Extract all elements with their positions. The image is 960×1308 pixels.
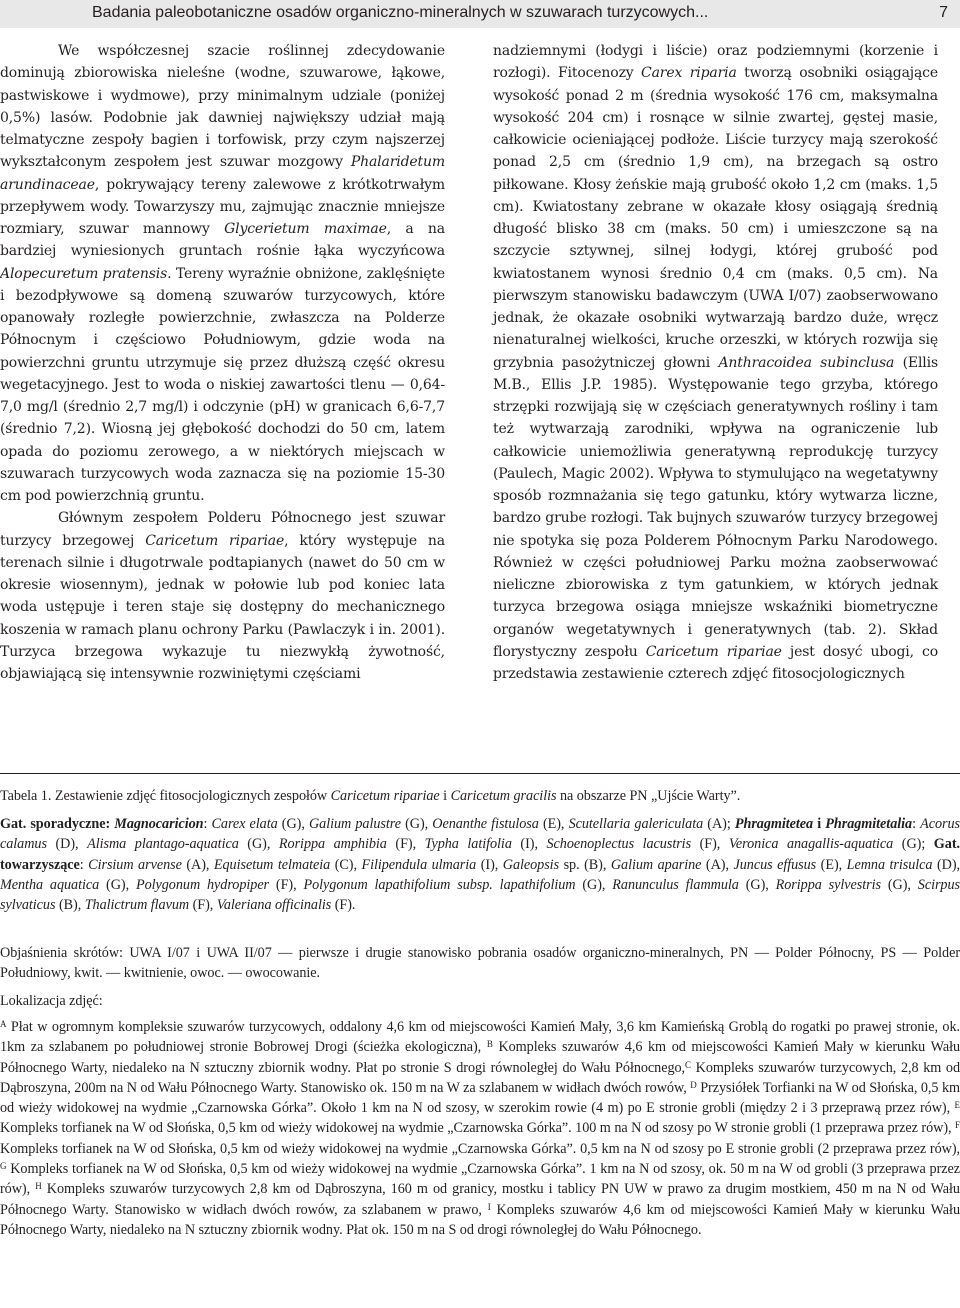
italic-text-run: Glycerietum maximae <box>224 221 387 237</box>
bold-text-run: i <box>813 816 826 832</box>
left-column <box>0 40 445 685</box>
text-run: (A); <box>703 816 735 832</box>
text-run: Kompleks szuwarów 4,6 km od miejscowości Kamień Mały w kierunku Wału Północnego Warty, niedaleko na N sztuczny zbiornik wodny. Płat ok. 150 m na S od drogi równoległej do Wału Północnego. <box>0 1201 960 1238</box>
text-run: Kompleks szuwarów turzycowych 2,8 km od Dąbroszyna, 160 m od granicy, mostku i tablicy PN UW w prawo za drugim mostkiem, 450 m na N od Wału Północnego Warty. Stanowisko w widłach dwóch rowów, za szlabanem w prawo, <box>0 1181 960 1218</box>
abbreviations-text <box>0 943 960 984</box>
italic-text-run: Alopecuretum pratensis <box>0 265 168 282</box>
text-run: Głównym zespołem Polderu Północnego jest szuwar turzycy brzegowej <box>0 510 445 549</box>
italic-text-run: Oenanthe fistulosa <box>432 816 539 832</box>
text-run: nadziemnymi (łodygi i liście) oraz podziemnymi (korzenie i rozłogi). Fitocenozy <box>493 43 938 82</box>
location-marker: A <box>0 1019 7 1029</box>
italic-text-run: Polygonum lapathifolium <box>303 876 451 893</box>
text-run: (F). <box>331 897 356 914</box>
italic-text-run: Veronica anagallis-aquatica <box>728 836 894 853</box>
bold-text-run: Gat. sporadyczne: <box>0 816 115 832</box>
text-run: : <box>912 816 921 832</box>
italic-text-run: Ranunculus flammula <box>612 876 739 893</box>
text-run: (G), <box>738 876 776 893</box>
italic-text-run: Galium palustre <box>308 816 401 832</box>
text-run: (A), <box>701 856 734 873</box>
location-heading <box>0 991 960 1011</box>
text-run: Tabela 1. Zestawienie zdjęć fitosocjologicznych zespołów <box>0 788 331 804</box>
text-run: . Tereny wyraźnie obniżone, zaklęśnięte i bezodpływowe są domeną szuwarów turzycowych, które opanowały rozległe powierzchnie, zwłaszcza na Polderze Północnym i częściowo Południowym, gdzie woda na powierzchni gruntu utrzymuje się przez dłuższą część okresu wegetacyjnego. Jest to woda o niskiej zawartości tlenu — 0,64-7,0 mg/l (średnio 2,7 mg/l) i odczynie (pH) w granicach 6,6-7,7 (średnio 7,2). Wiosną jej głębokość dochodzi do 50 cm, latem opada do poziomu zerowego, a w niektórych miejscach w szuwarach turzycowych woda zaznacza się na poziomie 15-30 cm pod powierzchnią gruntu. <box>0 265 445 504</box>
italic-text-run: Thalictrum flavum <box>84 897 190 914</box>
text-run: (B), <box>55 897 85 914</box>
italic-text-run: Rorippa amphibia <box>278 836 387 853</box>
location-marker: F <box>955 1120 960 1131</box>
location-marker: B <box>486 1039 493 1050</box>
italic-text-run: Scutellaria galericulata <box>568 816 704 832</box>
italic-text-run: Magnocaricion <box>114 816 204 832</box>
locations-note <box>0 1017 960 1240</box>
text-run: , pokrywający tereny zalewowe z krótkotrwałym przepływem wody. Towarzyszy mu, zajmując znacznie mniejsze rozmiary, szuwar mannowy <box>0 176 445 237</box>
text-run: Kompleks torfianek na W od Słońska, 0,5 km od wieży widokowej na wydmie „Czarnowska Górka”. 0,5 km na N od szosy po E stronie grobli (2 przeprawa przez rów), <box>0 1140 960 1157</box>
italic-text-run: Cirsium arvense <box>88 856 182 873</box>
locations-text <box>0 1017 960 1240</box>
text-run: : <box>79 856 89 873</box>
text-run: (A), <box>181 856 214 873</box>
sporadic-species-note <box>0 814 960 915</box>
italic-text-run: Carex elata <box>211 816 278 832</box>
text-run: (I), <box>511 836 547 853</box>
abbreviations-note <box>0 943 960 984</box>
italic-text-run: Polygonum hydropiper <box>135 876 270 893</box>
text-run: We współczesnej szacie roślinnej zdecydowanie dominują zbiorowiska nieleśne (wodne, szuwarowe, łąkowe, pastwiskowe i wydmowe), przy minimalnym udziale (poniżej 0,5%) lasów. Podobnie jak dawniej największy udział mają telmatyczne zespoły bagien i torfowisk, przy czym najszerzej wykształconym zespołem jest szuwar mozgowy <box>0 43 445 171</box>
italic-text-run: lapathifolium <box>499 876 576 893</box>
text-run: Objaśnienia skrótów: UWA I/07 i UWA II/07 — pierwsze i drugie stanowisko pobrania osadów organiczno-mineralnych, PN — Polder Północny, PS — Polder Południowy, kwit. — kwitnienie, owoc. — owocowanie. <box>0 945 960 982</box>
text-run: Kompleks szuwarów 4,6 km od miejscowości Kamień Mały w kierunku Wału Północnego Warty, niedaleko na N sztuczny zbiornik wodny. Płat po stronie S drogi równoległej do Wału Północnego, <box>0 1039 960 1076</box>
right-column <box>493 40 938 685</box>
text-run: (G), <box>99 876 136 893</box>
table-caption <box>0 786 960 806</box>
italic-text-run: Phalaridetum arundinaceae <box>0 154 445 193</box>
text-run: (F), <box>269 876 304 893</box>
italic-text-run: Caricetum ripariae <box>330 788 440 804</box>
text-run: (G), <box>400 816 433 832</box>
text-run: , a na bardziej wyniesionych gruntach rośnie łąka wyczyńcowa <box>0 221 445 260</box>
page-number: 7 <box>939 4 948 21</box>
italic-text-run: Alisma plantago-aquatica <box>87 836 239 853</box>
italic-text-run: Galium aparine <box>610 856 702 873</box>
italic-text-run: Equisetum telmateia <box>213 856 331 873</box>
location-marker: C <box>685 1059 691 1070</box>
text-run: (G), <box>575 876 613 893</box>
text-run: , który występuje na terenach silnie i długotrwale podtapianych (nawet do 50 cm w okresie wiosennym), jednak w połowie lub pod koniec lata woda ustępuje i teren staje się dostępny do mechanicznego koszenia w ramach planu ochrony Parku (Pawlaczyk i in. 2001). Turzyca brzegowa wykazuje tu niezwykłą żywotność, objawiającą się intensywnie rozwiniętymi częściami <box>0 532 445 682</box>
body-paragraph <box>0 507 445 685</box>
text-run: sp. (B), <box>559 856 611 873</box>
table-caption-text <box>0 786 960 806</box>
italic-text-run: Phragmitetea <box>734 816 814 832</box>
text-run: (G), <box>277 816 309 832</box>
text-run: Kompleks szuwarów turzycowych, 2,8 km od Dąbroszyna, 200m na N od Wału Północnego Warty. Stanowisko ok. 150 m na W za szlabanem w widłach dwóch rowów, <box>0 1059 960 1096</box>
running-header <box>0 0 960 28</box>
italic-text-run: Scirpus sylvaticus <box>0 876 960 914</box>
text-run: (F), <box>691 836 729 853</box>
location-marker: G <box>0 1161 7 1172</box>
text-run: (I), <box>476 856 503 873</box>
text-run: Przysiółek Torfianki na W od Słońska, 0,5 km od wieży widokowej na wydmie „Czarnowska Górka”. Około 1 km na N od szosy, w szerokim rowie (4 m) po E stronie grobli (między 2 i 3 przeprawą przez rów), <box>0 1079 960 1117</box>
italic-text-run: Galeopsis <box>502 856 560 873</box>
italic-text-run: Filipendula ulmaria <box>361 856 477 873</box>
italic-text-run: Anthracoidea subinclusa <box>718 354 895 371</box>
text-run: (F), <box>189 897 217 914</box>
location-heading-text <box>0 991 960 1011</box>
italic-text-run: Acorus calamus <box>0 816 960 853</box>
text-run: (D), <box>932 856 960 873</box>
text-run: (G), <box>880 876 918 893</box>
text-run: tworzą osobniki osiągające wysokość ponad 2 m (średnia wysokość 176 cm, maksymalna wysokość 204 cm) i rosnące w silnie zwartej, gęstej masie, całkowicie ocieniającej podłoże. Liście turzycy mają szerokość ponad 2,5 cm (średnio 1,9 cm), na brzegach są ostro piłkowane. Kłosy żeńskie mają grubość około 1,2 cm (maks. 1,5 cm). Kwiatostany zebrane w okazałe kłosy osiągają średnią długość blisko 38 cm (maks. 50 cm) i umieszczone są na szczycie sztywnej, silnej łodygi, której grubość pod kwiatostanem wynosi średnio 0,4 cm (maks. 0,5 cm). Na pierwszym stanowisku badawczym (UWA I/07) zaobserwowano jednak, że okazałe osobniki wytwarzają bardzo duże, wręcz nienaturalnej wielkości, kruche orzeszki, w których rozwija się grzybnia pasożytniczej głowni <box>493 65 938 371</box>
text-run: (E), <box>538 816 569 832</box>
text-run: (G); <box>893 836 934 853</box>
italic-text-run: Schoenoplectus lacustris <box>546 836 692 853</box>
italic-text-run: Typha latifolia <box>424 836 512 853</box>
running-title: Badania paleobotaniczne osadów organiczno-mineralnych w szuwarach turzycowych... <box>92 4 709 21</box>
italic-text-run: Caricetum ripariae <box>145 532 285 549</box>
italic-text-run: Juncus effusus <box>733 856 817 873</box>
text-run: i <box>439 788 451 804</box>
location-marker: E <box>954 1100 960 1111</box>
text-run: jest dosyć ubogi, co przedstawia zestawienie czterech zdjęć fitosocjologicznych <box>493 643 938 682</box>
text-run: Kompleks torfianek na W od Słońska, 0,5 km od wieży widokowej na wydmie „Czarnowska Górka”. 1 km na N od szosy, ok. 50 m na W od grobli (3 przeprawa przez rów), <box>0 1161 960 1198</box>
body-paragraph <box>0 40 445 507</box>
text-run: Lokalizacja zdjęć: <box>0 993 103 1009</box>
text-run: Kompleks torfianek na W od Słońska, 0,5 km od wieży widokowej na wydmie „Czarnowska Górka”. 100 m na N od szosy po W stronie grobli (1 przeprawa przez rów), <box>0 1120 956 1137</box>
location-marker: I <box>487 1201 491 1212</box>
text-run: (F), <box>386 836 425 853</box>
italic-text-run: Caricetum gracilis <box>450 788 557 804</box>
text-run: (Ellis M.B., Ellis J.P. 1985). Występowanie tego grzyba, którego strzępki rozwijają się w częściach generatywnych rośliny i tam też wytwarzają zarodniki, wpływa na ograniczenie lub całkowicie uniemożliwia generatywną reprodukcję turzycy (Paulech, Magic 2002). Wpływa to stymulująco na wegetatywny sposób rozmnażania się tego gatunku, który wytwarza liczne, bardzo grube rozłogi. Tak bujnych szuwarów turzycy brzegowej nie spotyka się poza Polderem Północnym Parku Narodowego. Również w części południowej Parku można zaobserwować nieliczne zbiorowiska z tym gatunkiem, w których jednak turzyca brzegowa osiąga mniejsze wskaźniki biometryczne organów wegetatywnych i generatywnych (tab. 2). Skład florystyczny zespołu <box>493 354 938 660</box>
italic-text-run: subsp. <box>457 876 493 893</box>
text-run: (D), <box>46 836 88 853</box>
text-run: na obszarze PN „Ujście Warty”. <box>556 788 741 804</box>
sporadic-species-text <box>0 814 960 915</box>
text-run: Płat w ogromnym kompleksie szuwarów turzycowych, oddalony 4,6 km od miejscowości Kamień Mały, 3,6 km Kamieńską Groblą do rogatki po prawej stronie, ok. 1km za szlabanem po południowej stronie Bobrowej Drogi (ścieżka ekologiczna), <box>0 1019 960 1056</box>
location-marker: D <box>690 1079 697 1090</box>
italic-text-run: Lemna trisulca <box>846 856 933 873</box>
italic-text-run: Mentha aquatica <box>0 876 100 893</box>
bold-text-run: Gat. towarzyszące <box>0 836 960 873</box>
location-marker: H <box>35 1181 42 1192</box>
text-run: (G), <box>238 836 279 853</box>
table-notes-divider <box>0 773 960 774</box>
italic-text-run: Caricetum ripariae <box>645 643 782 660</box>
italic-text-run: Rorippa sylvestris <box>775 876 881 893</box>
italic-text-run: Valeriana officinalis <box>216 897 332 914</box>
text-run <box>493 877 500 893</box>
text-run: (E), <box>816 856 847 873</box>
text-run: (C), <box>330 856 362 873</box>
text-run: : <box>203 816 212 832</box>
body-paragraph <box>493 40 938 685</box>
italic-text-run: Carex riparia <box>641 65 737 82</box>
italic-text-run: Phragmitetalia <box>825 816 913 832</box>
